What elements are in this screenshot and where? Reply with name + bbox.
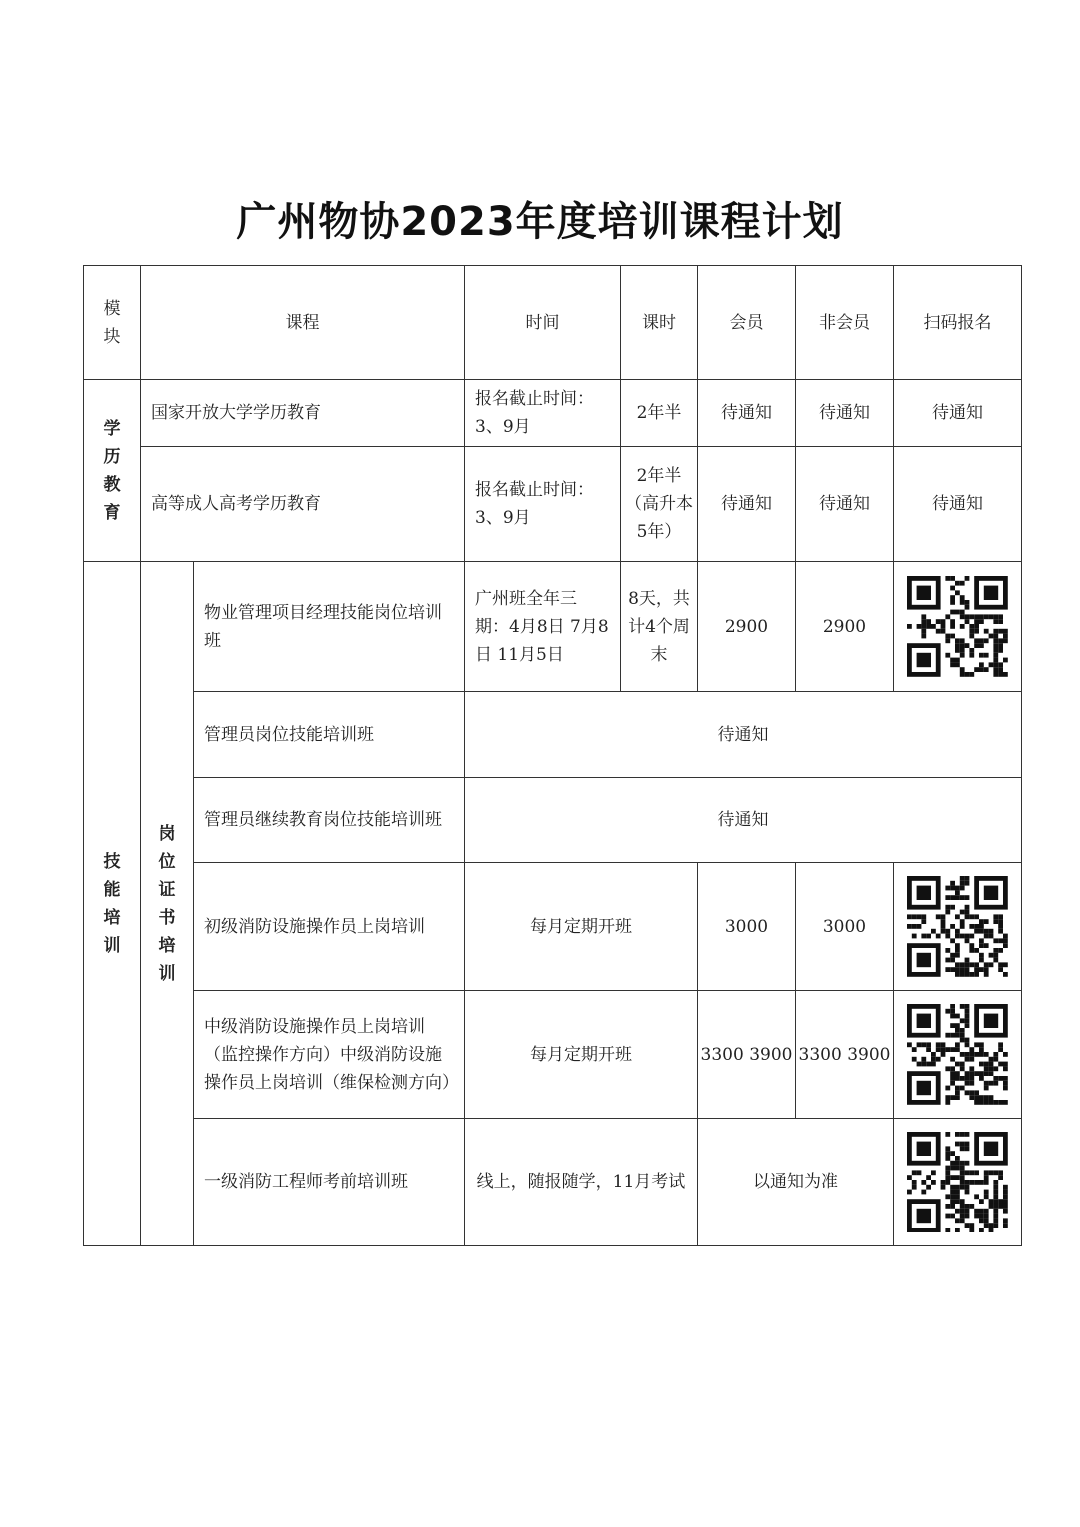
header-time: 时间 <box>465 266 621 380</box>
non-member-price-cell: 2900 <box>796 562 894 692</box>
member-price-cell: 待通知 <box>698 447 796 562</box>
qr-code-icon[interactable] <box>894 576 1021 677</box>
course-cell: 高等成人高考学历教育 <box>141 447 465 562</box>
notice-cell: 待通知 <box>465 778 1022 863</box>
header-member: 会员 <box>698 266 796 380</box>
time-cell: 每月定期开班 <box>465 991 698 1119</box>
qr-code-icon[interactable] <box>894 1132 1021 1233</box>
time-cell: 广州班全年三期：4月8日 7月8日 11月5日 <box>465 562 621 692</box>
section-academic-label: 学历教育 <box>103 418 121 523</box>
table-row <box>84 863 1022 991</box>
section-academic <box>84 380 141 562</box>
section-skills <box>84 562 141 1246</box>
price-cell: 以通知为准 <box>698 1119 894 1246</box>
time-cell: 报名截止时间：3、9月 <box>465 447 621 562</box>
training-plan-table <box>83 265 1022 1246</box>
time-cell: 线上，随报随学，11月考试 <box>465 1119 698 1246</box>
course-cell: 一级消防工程师考前培训班 <box>194 1119 465 1246</box>
table-header-row <box>84 266 1022 380</box>
non-member-price-cell: 待通知 <box>796 447 894 562</box>
course-cell: 管理员岗位技能培训班 <box>194 692 465 778</box>
course-cell: 管理员继续教育岗位技能培训班 <box>194 778 465 863</box>
section-cert <box>141 562 194 1246</box>
header-scan: 扫码报名 <box>894 266 1022 380</box>
member-price-cell: 3300 3900 <box>698 991 796 1119</box>
non-member-price-cell: 3300 3900 <box>796 991 894 1119</box>
scan-cell <box>894 562 1022 692</box>
time-cell: 报名截止时间：3、9月 <box>465 380 621 447</box>
course-cell: 初级消防设施操作员上岗培训 <box>194 863 465 991</box>
table-row <box>84 1119 1022 1246</box>
table-row <box>84 380 1022 447</box>
table-row <box>84 447 1022 562</box>
scan-cell: 待通知 <box>894 380 1022 447</box>
header-module: 模块 <box>84 266 141 380</box>
notice-cell: 待通知 <box>465 692 1022 778</box>
qr-code-icon[interactable] <box>894 1004 1021 1105</box>
course-cell: 中级消防设施操作员上岗培训（监控操作方向）中级消防设施操作员上岗培训（维保检测方向） <box>194 991 465 1119</box>
scan-cell <box>894 991 1022 1119</box>
table-row <box>84 692 1022 778</box>
section-cert-label: 岗位证书培训 <box>158 823 176 984</box>
non-member-price-cell: 待通知 <box>796 380 894 447</box>
section-skills-label: 技能培训 <box>103 851 121 956</box>
scan-cell <box>894 863 1022 991</box>
member-price-cell: 3000 <box>698 863 796 991</box>
scan-cell <box>894 1119 1022 1246</box>
header-course: 课程 <box>141 266 465 380</box>
table-row <box>84 778 1022 863</box>
scan-cell: 待通知 <box>894 447 1022 562</box>
header-hours: 课时 <box>621 266 698 380</box>
member-price-cell: 2900 <box>698 562 796 692</box>
time-cell: 每月定期开班 <box>465 863 698 991</box>
hours-cell: 2年半 <box>621 380 698 447</box>
page-title: 广州物协2023年度培训课程计划 <box>236 199 844 245</box>
hours-cell: 8天，共计4个周末 <box>621 562 698 692</box>
course-cell: 国家开放大学学历教育 <box>141 380 465 447</box>
header-non-member: 非会员 <box>796 266 894 380</box>
course-cell: 物业管理项目经理技能岗位培训班 <box>194 562 465 692</box>
hours-cell: 2年半（高升本5年） <box>621 447 698 562</box>
table-row <box>84 991 1022 1119</box>
table-row <box>84 562 1022 692</box>
non-member-price-cell: 3000 <box>796 863 894 991</box>
member-price-cell: 待通知 <box>698 380 796 447</box>
qr-code-icon[interactable] <box>894 876 1021 977</box>
